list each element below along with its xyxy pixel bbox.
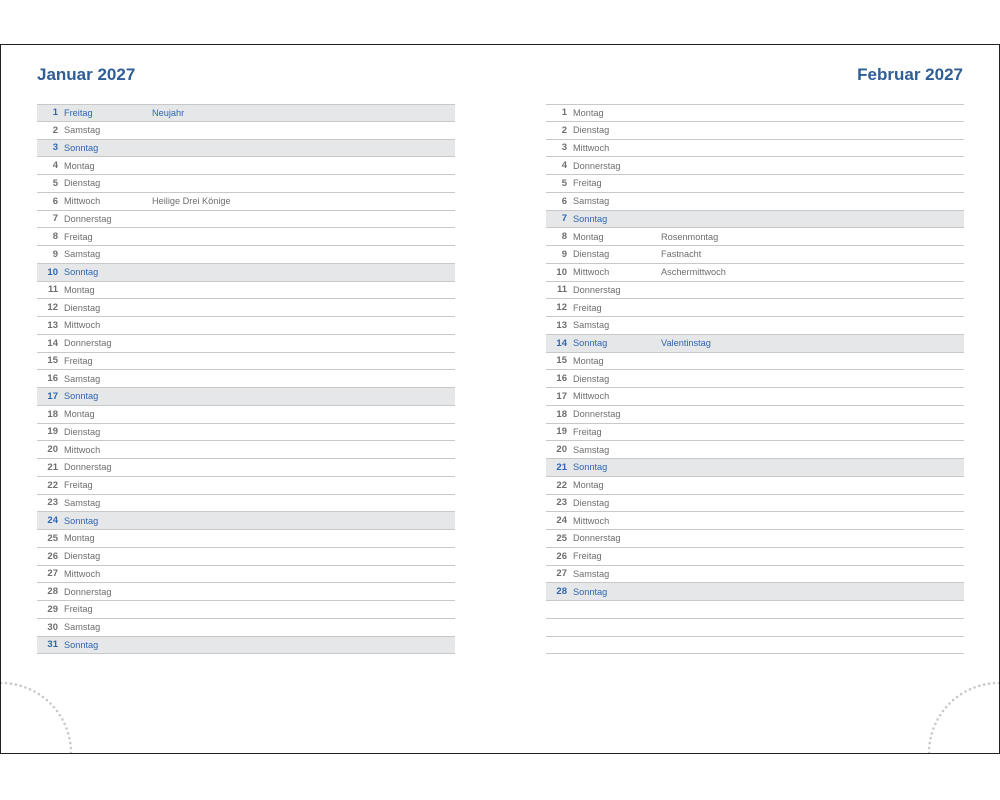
weekday-name: Sonntag — [573, 586, 608, 597]
decoration-dot — [960, 693, 963, 696]
holiday-label: Heilige Drei Könige — [152, 196, 231, 207]
day-number: 9 — [52, 248, 58, 260]
day-number: 15 — [47, 355, 58, 367]
day-number: 22 — [47, 479, 58, 491]
day-number: 4 — [52, 160, 58, 172]
weekday-name: Sonntag — [573, 213, 608, 224]
weekday-name: Samstag — [573, 444, 610, 455]
day-number: 10 — [556, 266, 567, 278]
weekday-name: Montag — [573, 107, 604, 118]
decoration-dot — [46, 699, 49, 702]
day-row — [546, 477, 964, 495]
day-number: 23 — [47, 497, 58, 509]
weekday-name: Samstag — [573, 196, 610, 207]
decoration-dot — [70, 747, 73, 750]
weekday-name: Mittwoch — [573, 142, 610, 153]
weekday-name: Montag — [64, 409, 95, 420]
day-row — [546, 211, 964, 229]
day-number: 3 — [52, 142, 58, 154]
day-number: 24 — [47, 515, 58, 527]
weekday-name: Sonntag — [64, 391, 99, 402]
decoration-dot — [63, 723, 66, 726]
weekday-name: Donnerstag — [573, 160, 621, 171]
day-row — [37, 619, 455, 637]
day-number: 29 — [47, 603, 58, 615]
day-row — [37, 228, 455, 246]
weekday-name: Donnerstag — [573, 409, 621, 420]
day-row — [546, 246, 964, 264]
day-number: 7 — [52, 213, 58, 225]
decoration-dot — [24, 686, 27, 689]
weekday-name: Samstag — [573, 568, 610, 579]
weekday-name: Freitag — [573, 178, 602, 189]
day-number: 16 — [47, 373, 58, 385]
day-row — [546, 282, 964, 300]
day-number: 21 — [47, 461, 58, 473]
day-row — [37, 353, 455, 371]
weekday-name: Mittwoch — [573, 267, 610, 278]
day-row — [37, 406, 455, 424]
decoration-dot — [61, 718, 64, 721]
day-number: 8 — [52, 231, 58, 243]
weekday-name: Mittwoch — [573, 515, 610, 526]
day-row — [546, 140, 964, 158]
decoration-dot — [53, 706, 56, 709]
decoration-dot — [69, 742, 72, 745]
weekday-name: Donnerstag — [64, 462, 112, 473]
day-row — [37, 157, 455, 175]
holiday-label: Rosenmontag — [661, 231, 719, 242]
day-row — [546, 548, 964, 566]
day-row — [546, 317, 964, 335]
decoration-dot — [929, 737, 932, 740]
day-row — [37, 441, 455, 459]
weekday-name: Samstag — [64, 125, 101, 136]
decoration-dot — [939, 714, 942, 717]
day-row — [37, 370, 455, 388]
day-number: 12 — [47, 302, 58, 314]
decoration-dot — [29, 688, 32, 691]
decoration-dot — [15, 683, 18, 686]
weekday-name: Freitag — [64, 480, 93, 491]
day-number: 31 — [47, 639, 58, 651]
day-row — [546, 299, 964, 317]
decoration-dot — [70, 752, 73, 754]
decoration-dot — [19, 685, 22, 688]
decoration-dot — [42, 696, 45, 699]
day-row — [37, 459, 455, 477]
day-row — [37, 264, 455, 282]
day-row — [37, 104, 455, 122]
weekday-name: Sonntag — [64, 515, 99, 526]
weekday-name: Dienstag — [573, 249, 610, 260]
weekday-name: Donnerstag — [573, 533, 621, 544]
decoration-dot — [33, 690, 36, 693]
holiday-label: Aschermittwoch — [661, 267, 726, 278]
weekday-name: Sonntag — [573, 338, 608, 349]
day-number: 28 — [47, 586, 58, 598]
weekday-name: Donnerstag — [64, 338, 112, 349]
day-row — [546, 566, 964, 584]
day-number: 18 — [47, 408, 58, 420]
day-number: 19 — [556, 426, 567, 438]
day-number: 21 — [556, 461, 567, 473]
day-number: 27 — [47, 568, 58, 580]
day-row — [37, 601, 455, 619]
day-number: 20 — [556, 444, 567, 456]
day-number: 1 — [561, 107, 567, 119]
decoration-dot — [948, 702, 951, 705]
weekday-name: Sonntag — [64, 142, 99, 153]
day-number: 30 — [47, 621, 58, 633]
decoration-dot — [945, 706, 948, 709]
day-number: 27 — [556, 568, 567, 580]
day-number: 26 — [556, 550, 567, 562]
day-number: 5 — [52, 177, 58, 189]
decoration-dot — [931, 732, 934, 735]
decoration-dot — [38, 693, 41, 696]
day-row — [37, 388, 455, 406]
day-row — [546, 193, 964, 211]
day-row — [546, 104, 964, 122]
weekday-name: Mittwoch — [64, 196, 101, 207]
weekday-name: Mittwoch — [64, 444, 101, 455]
day-number: 2 — [561, 124, 567, 136]
weekday-name: Dienstag — [64, 302, 101, 313]
weekday-name: Dienstag — [573, 373, 610, 384]
decoration-dot — [998, 682, 999, 685]
decoration-dot — [936, 718, 939, 721]
day-row — [546, 388, 964, 406]
decoration-dot — [67, 732, 70, 735]
day-number: 25 — [47, 532, 58, 544]
weekday-name: Dienstag — [64, 426, 101, 437]
blank-note-row — [546, 637, 964, 655]
day-row — [37, 335, 455, 353]
day-number: 25 — [556, 532, 567, 544]
decoration-dot — [56, 710, 59, 713]
weekday-name: Mittwoch — [64, 568, 101, 579]
weekday-name: Dienstag — [64, 178, 101, 189]
day-number: 13 — [47, 319, 58, 331]
weekday-name: Freitag — [64, 604, 93, 615]
holiday-label: Valentinstag — [661, 338, 711, 349]
weekday-name: Sonntag — [64, 267, 99, 278]
decoration-dot — [49, 702, 52, 705]
day-row — [546, 495, 964, 513]
decoration-dot — [928, 747, 931, 750]
day-number: 13 — [556, 319, 567, 331]
day-row — [37, 637, 455, 655]
day-row — [546, 264, 964, 282]
day-number: 18 — [556, 408, 567, 420]
day-row — [37, 140, 455, 158]
decoration-dot — [973, 686, 976, 689]
day-row — [37, 299, 455, 317]
weekday-name: Sonntag — [573, 462, 608, 473]
january-title: Januar 2027 — [37, 65, 136, 84]
decoration-dot — [928, 742, 931, 745]
weekday-name: Montag — [64, 533, 95, 544]
day-row — [37, 317, 455, 335]
weekday-name: Freitag — [64, 107, 93, 118]
day-row — [37, 175, 455, 193]
day-row — [37, 477, 455, 495]
weekday-name: Montag — [64, 160, 95, 171]
day-row — [546, 441, 964, 459]
day-number: 28 — [556, 586, 567, 598]
january-day-list — [37, 104, 455, 654]
blank-note-row — [546, 619, 964, 637]
day-number: 10 — [47, 266, 58, 278]
day-row — [37, 246, 455, 264]
decoration-dot — [59, 714, 62, 717]
day-number: 14 — [47, 337, 58, 349]
day-row — [546, 122, 964, 140]
holiday-label: Neujahr — [152, 107, 185, 118]
day-number: 15 — [556, 355, 567, 367]
left-dotted-arc-decoration — [1, 675, 81, 754]
day-number: 11 — [47, 284, 58, 296]
decoration-dot — [934, 723, 937, 726]
weekday-name: Dienstag — [573, 497, 610, 508]
day-row — [37, 193, 455, 211]
day-number: 24 — [556, 515, 567, 527]
day-row — [37, 548, 455, 566]
decoration-dot — [932, 727, 935, 730]
day-number: 7 — [561, 213, 567, 225]
day-row — [37, 583, 455, 601]
decoration-dot — [942, 710, 945, 713]
day-row — [37, 282, 455, 300]
day-number: 22 — [556, 479, 567, 491]
decoration-dot — [956, 696, 959, 699]
weekday-name: Freitag — [64, 231, 93, 242]
day-number: 2 — [52, 124, 58, 136]
weekday-name: Mittwoch — [64, 320, 101, 331]
day-row — [37, 424, 455, 442]
decoration-dot — [928, 752, 931, 754]
day-row — [546, 353, 964, 371]
weekday-name: Freitag — [573, 551, 602, 562]
weekday-name: Samstag — [64, 497, 101, 508]
day-number: 14 — [556, 337, 567, 349]
day-number: 12 — [556, 302, 567, 314]
decoration-dot — [5, 682, 8, 685]
day-row — [546, 335, 964, 353]
february-title: Februar 2027 — [857, 65, 963, 84]
planner-spread — [0, 44, 1000, 754]
weekday-name: Montag — [573, 231, 604, 242]
day-row — [546, 583, 964, 601]
decoration-dot — [65, 727, 68, 730]
decoration-dot — [952, 699, 955, 702]
day-number: 3 — [561, 142, 567, 154]
day-row — [37, 122, 455, 140]
weekday-name: Freitag — [573, 302, 602, 313]
weekday-name: Donnerstag — [573, 284, 621, 295]
day-number: 4 — [561, 160, 567, 172]
weekday-name: Dienstag — [64, 551, 101, 562]
day-row — [546, 530, 964, 548]
weekday-name: Montag — [64, 284, 95, 295]
holiday-label: Fastnacht — [661, 249, 702, 260]
day-row — [546, 424, 964, 442]
weekday-name: Montag — [573, 355, 604, 366]
day-row — [546, 370, 964, 388]
weekday-name: Donnerstag — [64, 213, 112, 224]
day-row — [37, 566, 455, 584]
day-row — [546, 406, 964, 424]
day-row — [37, 495, 455, 513]
decoration-dot — [993, 682, 996, 685]
day-number: 11 — [556, 284, 567, 296]
day-number: 8 — [561, 231, 567, 243]
day-row — [37, 530, 455, 548]
day-number: 19 — [47, 426, 58, 438]
day-number: 1 — [52, 107, 58, 119]
day-number: 6 — [52, 195, 58, 207]
decoration-dot — [969, 688, 972, 691]
day-row — [546, 512, 964, 530]
decoration-dot — [983, 683, 986, 686]
day-number: 23 — [556, 497, 567, 509]
february-day-list — [546, 104, 964, 654]
decoration-dot — [988, 682, 991, 685]
weekday-name: Samstag — [64, 249, 101, 260]
day-number: 16 — [556, 373, 567, 385]
decoration-dot — [978, 685, 981, 688]
day-number: 17 — [556, 390, 567, 402]
day-number: 17 — [47, 390, 58, 402]
weekday-name: Samstag — [573, 320, 610, 331]
decoration-dot — [68, 737, 71, 740]
weekday-name: Freitag — [64, 355, 93, 366]
day-row — [546, 228, 964, 246]
blank-note-row — [546, 601, 964, 619]
weekday-name: Freitag — [573, 426, 602, 437]
day-row — [37, 512, 455, 530]
weekday-name: Samstag — [64, 622, 101, 633]
day-row — [37, 211, 455, 229]
decoration-dot — [1, 682, 2, 685]
day-row — [546, 157, 964, 175]
weekday-name: Montag — [573, 480, 604, 491]
day-number: 9 — [561, 248, 567, 260]
day-number: 5 — [561, 177, 567, 189]
decoration-dot — [964, 690, 967, 693]
day-row — [546, 459, 964, 477]
day-number: 6 — [561, 195, 567, 207]
day-row — [546, 175, 964, 193]
weekday-name: Dienstag — [573, 125, 610, 136]
weekday-name: Donnerstag — [64, 586, 112, 597]
weekday-name: Sonntag — [64, 639, 99, 650]
day-number: 26 — [47, 550, 58, 562]
weekday-name: Samstag — [64, 373, 101, 384]
right-dotted-arc-decoration — [919, 675, 999, 754]
decoration-dot — [10, 682, 13, 685]
weekday-name: Mittwoch — [573, 391, 610, 402]
day-number: 20 — [47, 444, 58, 456]
